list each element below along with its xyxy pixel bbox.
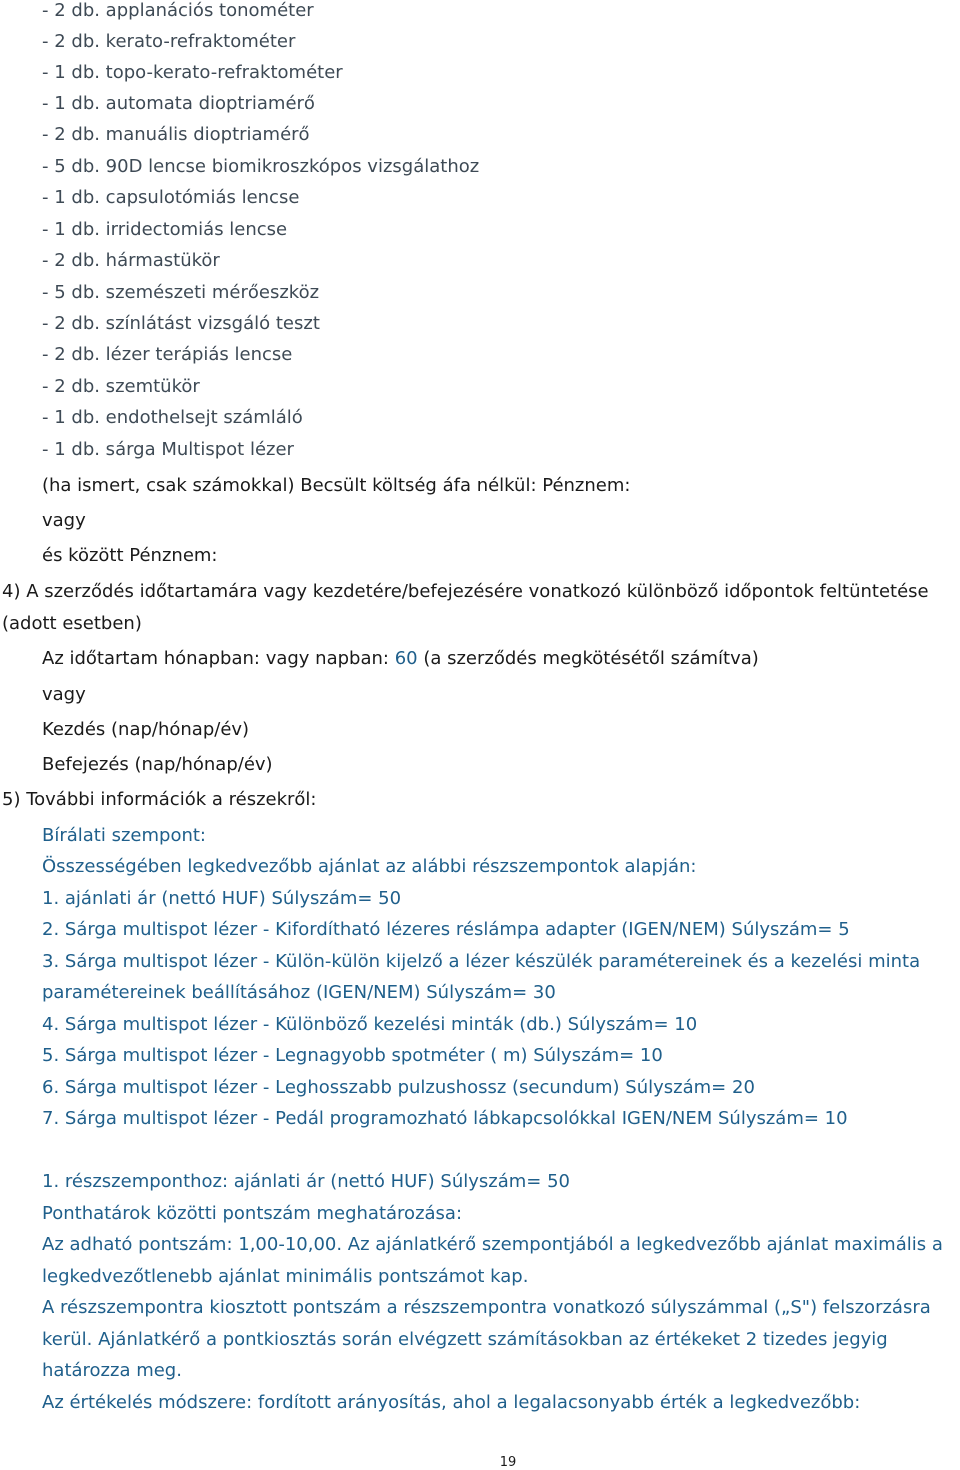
cost-or-line: vagy bbox=[42, 510, 86, 531]
duration-value: 60 bbox=[394, 648, 418, 669]
criteria-line: 2. Sárga multispot lézer - Kifordítható lézeres réslámpa adapter (IGEN/NEM) Súlyszám= 5 bbox=[42, 919, 850, 940]
sub-criteria-line: legkedvezőtlenebb ajánlat minimális pontszámot kap. bbox=[42, 1266, 529, 1287]
duration-suffix: (a szerződés megkötésétől számítva) bbox=[417, 648, 759, 669]
equipment-item: - 5 db. szemészeti mérőeszköz bbox=[42, 282, 320, 303]
equipment-item: - 2 db. manuális dioptriamérő bbox=[42, 124, 310, 145]
sub-criteria-line: Az értékelés módszere: fordított arányosítás, ahol a legalacsonyabb érték a legkedvezőbb: bbox=[42, 1392, 861, 1413]
sub-criteria-line: A részszempontra kiosztott pontszám a részszempontra vonatkozó súlyszámmal („S") felszorzásra bbox=[42, 1297, 931, 1318]
criteria-line: 1. ajánlati ár (nettó HUF) Súlyszám= 50 bbox=[42, 888, 402, 909]
equipment-item: - 1 db. topo-kerato-refraktométer bbox=[42, 62, 343, 83]
criteria-line: 7. Sárga multispot lézer - Pedál programozható lábkapcsolókkal IGEN/NEM Súlyszám= 10 bbox=[42, 1108, 848, 1129]
equipment-item: - 2 db. lézer terápiás lencse bbox=[42, 344, 293, 365]
equipment-item: - 1 db. sárga Multispot lézer bbox=[42, 439, 294, 460]
duration-line bbox=[42, 648, 759, 670]
equipment-item: - 2 db. szemtükör bbox=[42, 376, 200, 397]
criteria-line: 5. Sárga multispot lézer - Legnagyobb spotméter ( m) Súlyszám= 10 bbox=[42, 1045, 663, 1066]
sub-criteria-line: Az adható pontszám: 1,00-10,00. Az ajánlatkérő szempontjából a legkedvezőbb ajánlat maximális a bbox=[42, 1234, 943, 1255]
cost-range-line: és között Pénznem: bbox=[42, 545, 218, 566]
section4-heading: 4) A szerződés időtartamára vagy kezdetére/befejezésére vonatkozó különböző időpontok feltüntetése bbox=[2, 581, 929, 602]
equipment-item: - 1 db. endothelsejt számláló bbox=[42, 407, 303, 428]
duration-prefix: Az időtartam hónapban: vagy napban: bbox=[42, 648, 395, 669]
sub-criteria-line: Ponthatárok közötti pontszám meghatározása: bbox=[42, 1203, 463, 1224]
equipment-item: - 5 db. 90D lencse biomikroszkópos vizsgálathoz bbox=[42, 156, 480, 177]
equipment-item: - 2 db. kerato-refraktométer bbox=[42, 31, 296, 52]
equipment-item: - 2 db. applanációs tonométer bbox=[42, 0, 314, 21]
equipment-item: - 2 db. hármastükör bbox=[42, 250, 220, 271]
criteria-line: 3. Sárga multispot lézer - Külön-külön kijelző a lézer készülék paramétereinek és a kezelési minta bbox=[42, 951, 921, 972]
sub-criteria-line: határozza meg. bbox=[42, 1360, 182, 1381]
criteria-line: paramétereinek beállításához (IGEN/NEM) Súlyszám= 30 bbox=[42, 982, 556, 1003]
criteria-line: Bírálati szempont: bbox=[42, 825, 206, 846]
equipment-item: - 1 db. irridectomiás lencse bbox=[42, 219, 288, 240]
sub-criteria-line: kerül. Ajánlatkérő a pontkiosztás során elvégzett számításokban az értékeket 2 tizedes jegyig bbox=[42, 1329, 888, 1350]
criteria-line: Összességében legkedvezőbb ajánlat az alábbi részszempontok alapján: bbox=[42, 856, 697, 877]
duration-or: vagy bbox=[42, 684, 86, 705]
estimated-cost-line: (ha ismert, csak számokkal) Becsült költség áfa nélkül: Pénznem: bbox=[42, 475, 631, 496]
criteria-line: 6. Sárga multispot lézer - Leghosszabb pulzushossz (secundum) Súlyszám= 20 bbox=[42, 1077, 755, 1098]
sub-criteria-line: 1. részszemponthoz: ajánlati ár (nettó HUF) Súlyszám= 50 bbox=[42, 1171, 570, 1192]
page-number: 19 bbox=[499, 1455, 517, 1470]
equipment-item: - 1 db. automata dioptriamérő bbox=[42, 93, 315, 114]
end-date: Befejezés (nap/hónap/év) bbox=[42, 754, 273, 775]
section4-heading-cont: (adott esetben) bbox=[2, 613, 142, 634]
equipment-item: - 1 db. capsulotómiás lencse bbox=[42, 187, 300, 208]
start-date: Kezdés (nap/hónap/év) bbox=[42, 719, 250, 740]
criteria-line: 4. Sárga multispot lézer - Különböző kezelési minták (db.) Súlyszám= 10 bbox=[42, 1014, 698, 1035]
equipment-item: - 2 db. színlátást vizsgáló teszt bbox=[42, 313, 320, 334]
section5-heading: 5) További információk a részekről: bbox=[2, 789, 317, 810]
